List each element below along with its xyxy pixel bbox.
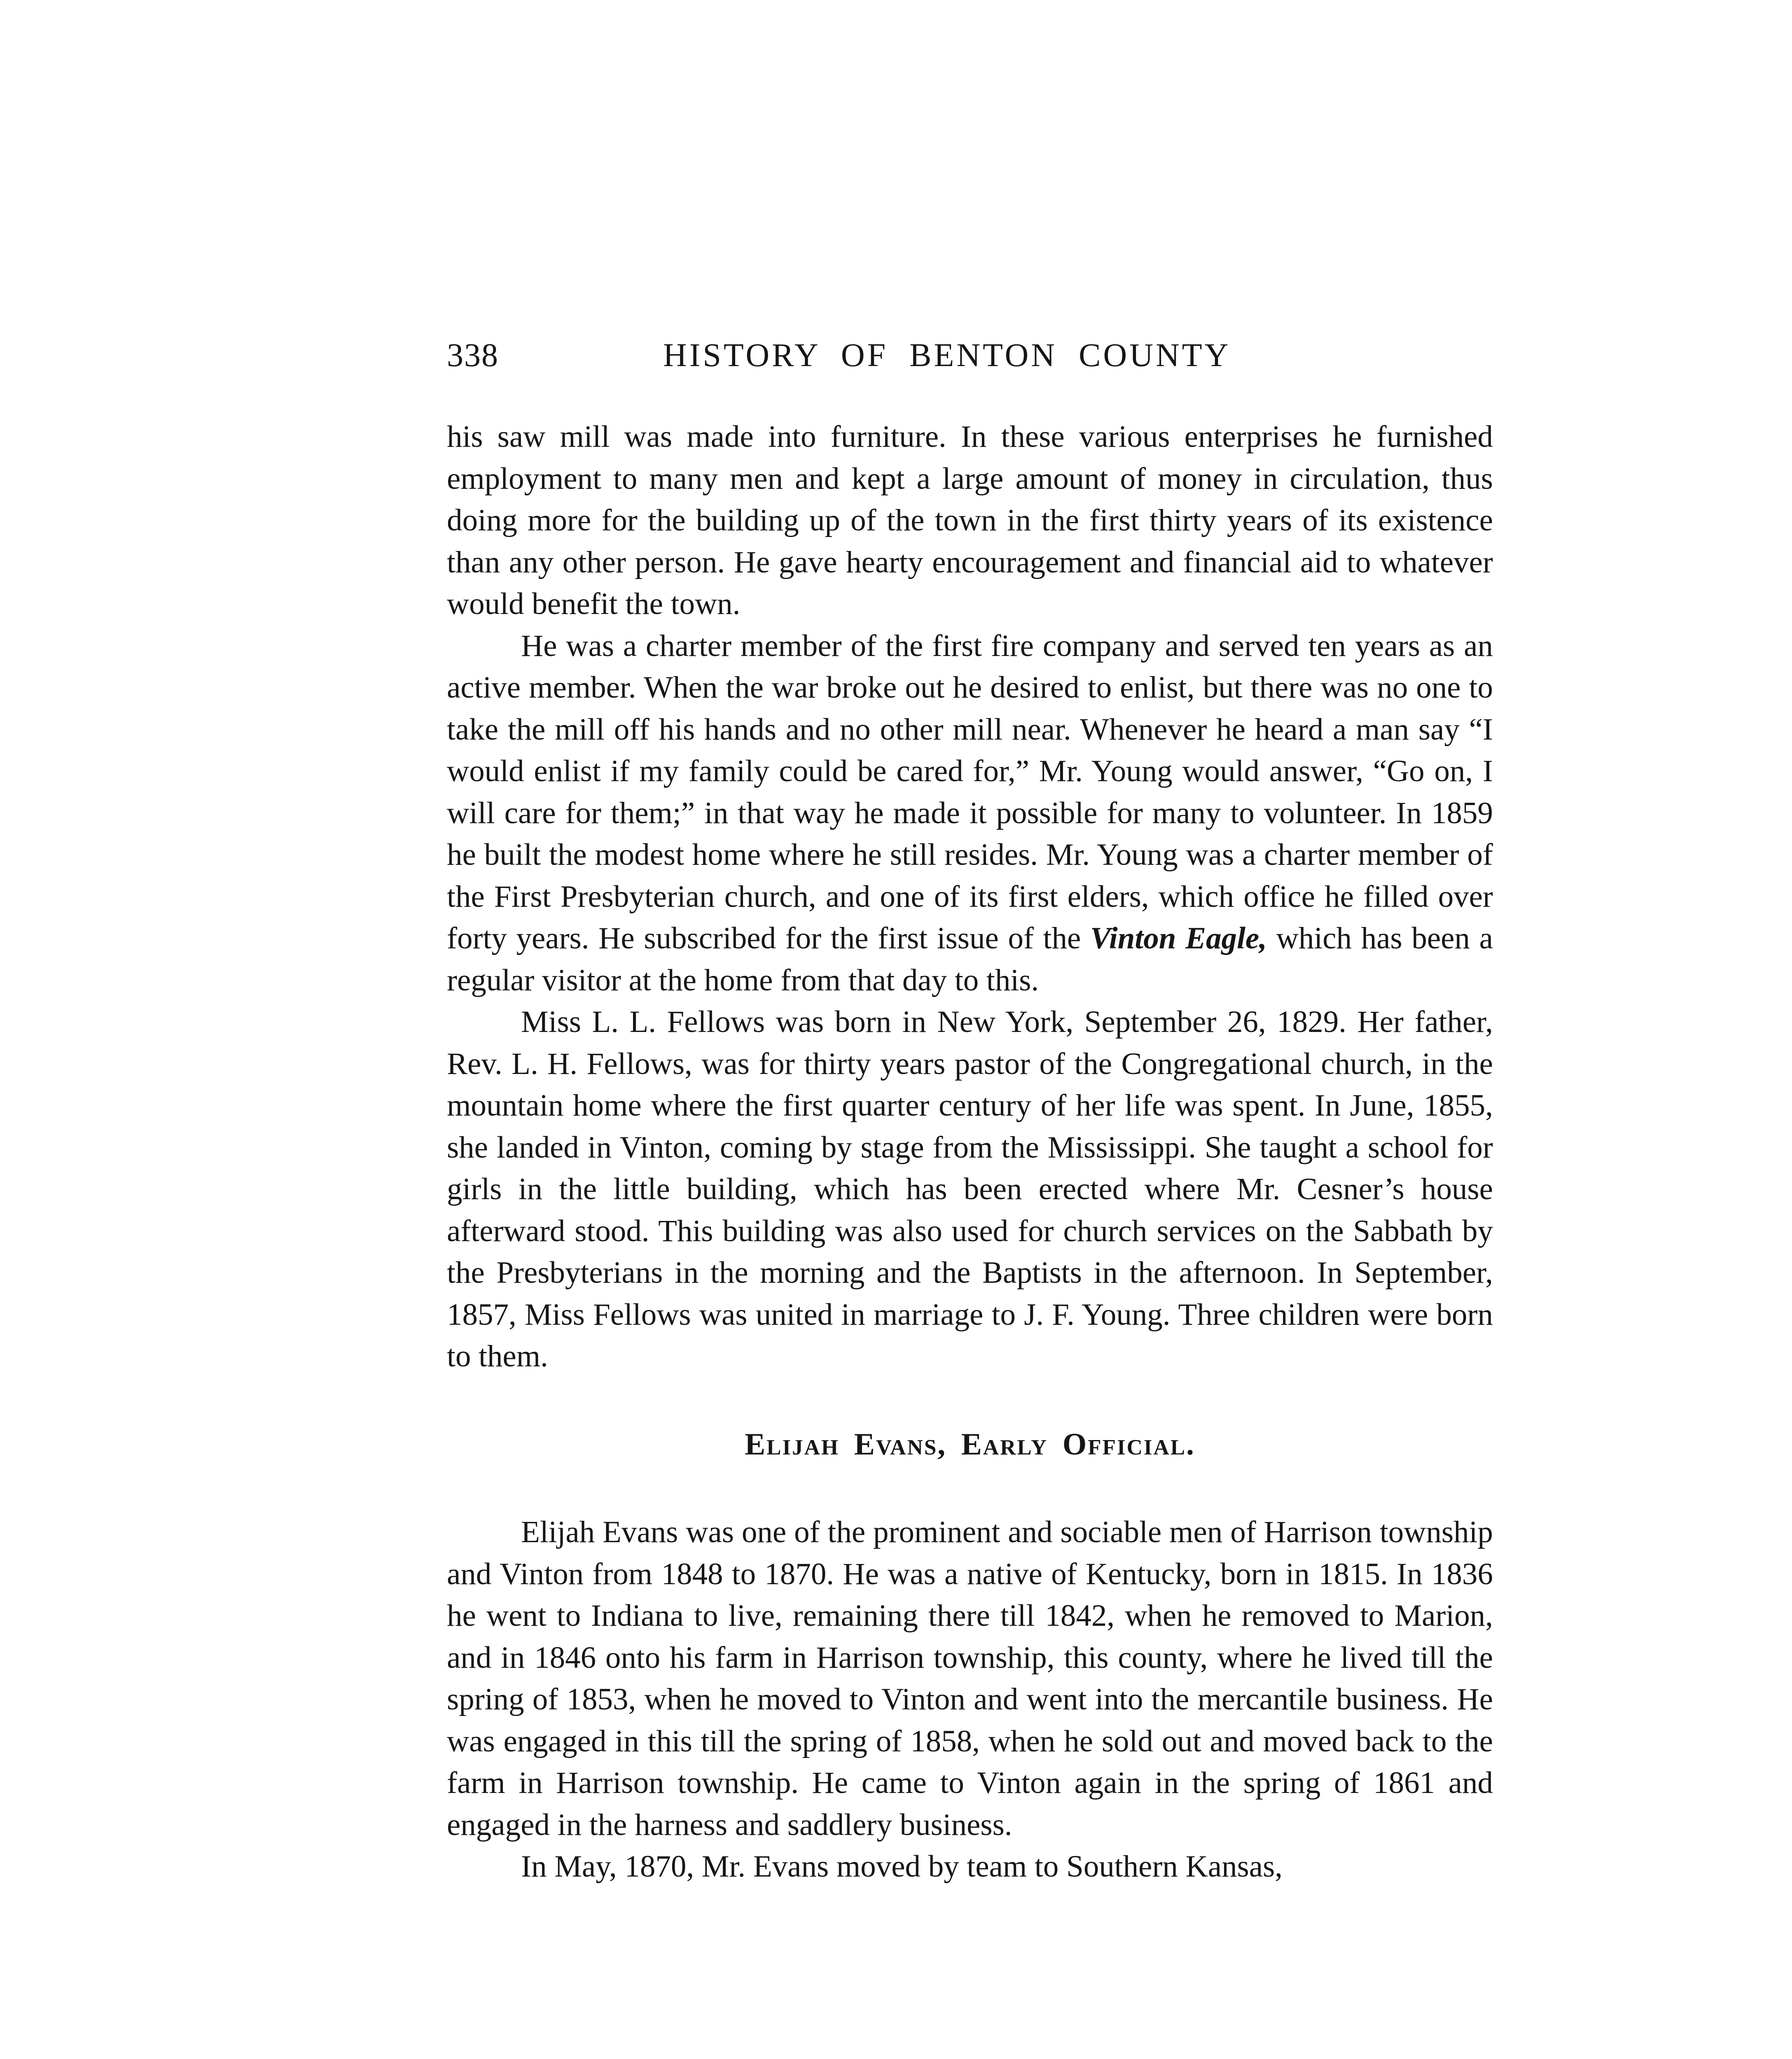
book-title: HISTORY OF BENTON COUNTY xyxy=(663,337,1231,374)
body-text xyxy=(447,416,1493,1888)
paragraph-text: Elijah Evans was one of the prominent and sociable men of Harrison township and Vinton from 1848 to 1870. He was a native of Kentucky, born in 1815. In 1836 he went to Indiana to live, remaining there till 1842, when he removed to Marion, and in 1846 onto his farm in Harrison township, this county, where he lived till the spring of 1853, when he moved to Vinton and went into the mercantile business. He was engaged in this till the spring of 1858, when he sold out and moved back to the farm in Harrison township. He came to Vinton again in the spring of 1861 and engaged in the harness and saddlery business. xyxy=(447,1515,1493,1842)
paragraph-miss-fellows xyxy=(447,1001,1493,1377)
paragraph-text: In May, 1870, Mr. Evans moved by team to Southern Kansas, xyxy=(521,1849,1283,1884)
paragraph-text: He was a charter member of the first fire company and served ten years as an active member. When the war broke out he desired to enlist, but there was no one to take the mill off his hands and no other mill near. Whenever he heard a man say “I would enlist if my family could be cared for,” Mr. Young would answer, “Go on, I will care for them;” in that way he made it possible for many to volunteer. In 1859 he built the modest home where he still resides. Mr. Young was a charter member of the First Presbyterian church, and one of its first elders, which office he filled over forty years. He subscribed for the first issue of the xyxy=(447,628,1493,955)
paragraph-elijah-evans xyxy=(447,1511,1493,1846)
running-head xyxy=(447,333,1493,378)
paragraph-fire-company xyxy=(447,625,1493,1001)
paragraph-text-after: which has been a regular visitor at the home from that day to this. xyxy=(447,921,1493,997)
paragraph-evans-kansas xyxy=(447,1846,1493,1888)
newspaper-title: Vinton Eagle, xyxy=(1090,921,1267,955)
paragraph-text: Miss L. L. Fellows was born in New York, September 26, 1829. Her father, Rev. L. H. Fellows, was for thirty years pastor of the Congregational church, in the mountain home where the first quarter century of her life was spent. In June, 1855, she landed in Vinton, coming by stage from the Mississippi. She taught a school for girls in the little building, which has been erected where Mr. Cesner’s house afterward stood. This building was also used for church services on the Sabbath by the Presbyterians in the morning and the Baptists in the afternoon. In September, 1857, Miss Fellows was united in marriage to J. F. Young. Three children were born to them. xyxy=(447,1005,1493,1373)
paragraph-text: his saw mill was made into furniture. In these various enterprises he furnished employment to many men and kept a large amount of money in circulation, thus doing more for the building up of the town in the first thirty years of its existence than any other person. He gave hearty encouragement and financial aid to whatever would benefit the town. xyxy=(447,420,1493,621)
paragraph-continued xyxy=(447,416,1493,625)
page-number: 338 xyxy=(447,337,499,374)
section-heading: Elijah Evans, Early Official. xyxy=(745,1427,1195,1461)
